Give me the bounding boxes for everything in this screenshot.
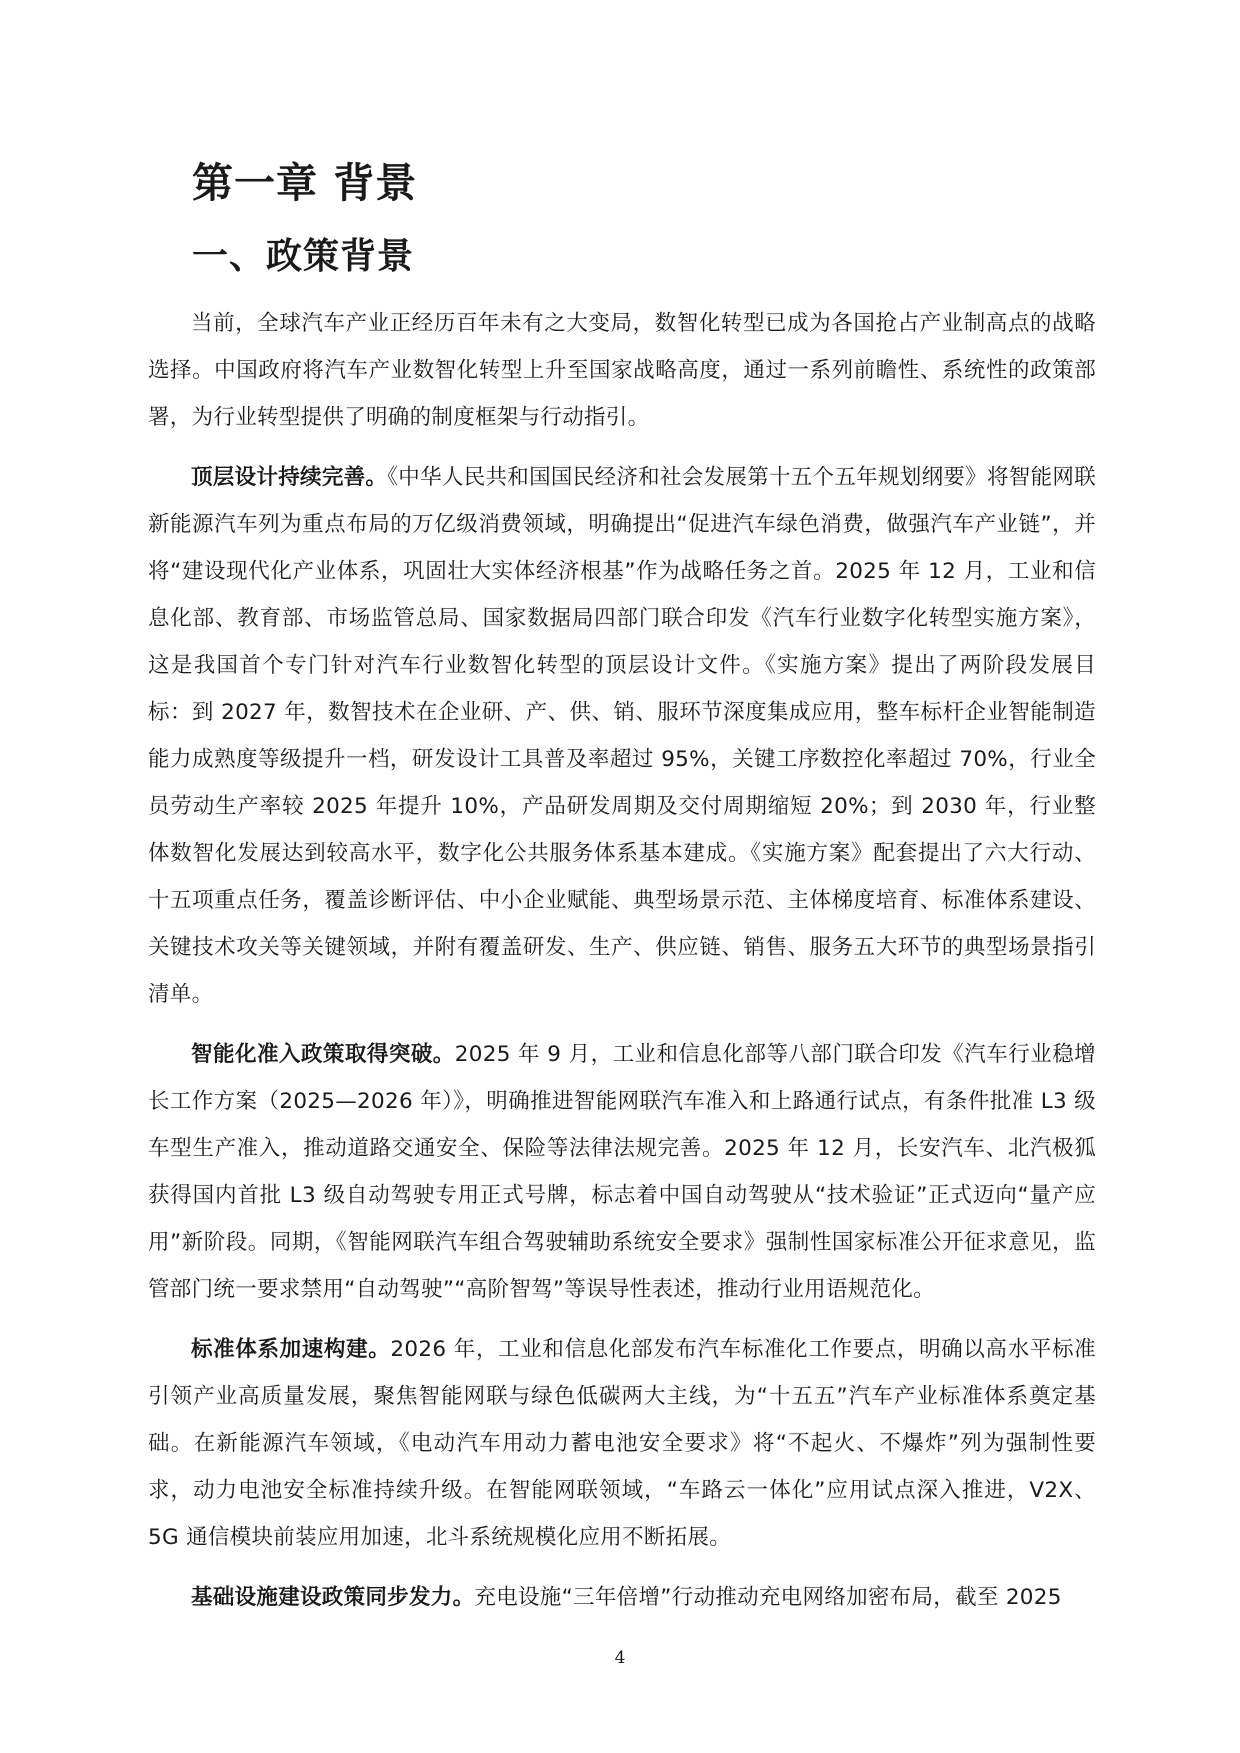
paragraph-infrastructure: [148, 1574, 1096, 1621]
paragraph-intro: [148, 300, 1096, 441]
paragraph-lead: 智能化准入政策取得突破。: [191, 1042, 455, 1067]
paragraph-text: 2025 年 9 月，工业和信息化部等八部门联合印发《汽车行业稳增长工作方案（2025—2026 年）》，明确推进智能网联汽车准入和上路通行试点，有条件批准 L3 级车型生产准入，推动道路交通安全、保险等法律法规完善。2025 年 12 月，长安汽车、北汽极狐获得国内首批 L3 级自动驾驶专用正式号牌，标志着中国自动驾驶从“技术验证”正式迈向“量产应用”新阶段。同期，《智能网联汽车组合驾驶辅助系统安全要求》强制性国家标准公开征求意见，监管部门统一要求禁用“自动驾驶”“高阶智驾”等误导性表述，推动行业用语规范化。: [148, 1042, 1096, 1302]
paragraph-lead: 标准体系加速构建。: [191, 1337, 391, 1362]
section-title: 一、政策背景: [192, 236, 415, 277]
chapter-title: 第一章 背景: [192, 159, 418, 207]
paragraph-text: 当前，全球汽车产业正经历百年未有之大变局，数智化转型已成为各国抢占产业制高点的战略选择。中国政府将汽车产业数智化转型上升至国家战略高度，通过一系列前瞻性、系统性的政策部署，为行业转型提供了明确的制度框架与行动指引。: [148, 311, 1096, 430]
paragraph-top-level-design: [148, 454, 1096, 1018]
paragraph-text: 《中华人民共和国国民经济和社会发展第十五个五年规划纲要》将智能网联新能源汽车列为重点布局的万亿级消费领域，明确提出“促进汽车绿色消费，做强汽车产业链”，并将“建设现代化产业体系，巩固壮大实体经济根基”作为战略任务之首。2025 年 12 月，工业和信息化部、教育部、市场监管总局、国家数据局四部门联合印发《汽车行业数字化转型实施方案》，这是我国首个专门针对汽车行业数智化转型的顶层设计文件。《实施方案》提出了两阶段发展目标：到 2027 年，数智技术在企业研、产、供、销、服环节深度集成应用，整车标杆企业智能制造能力成熟度等级提升一档，研发设计工具普及率超过 95%，关键工序数控化率超过 70%，行业全员劳动生产率较 2025 年提升 10%，产品研发周期及交付周期缩短 20%；到 2030 年，行业整体数智化发展达到较高水平，数字化公共服务体系基本建成。《实施方案》配套提出了六大行动、十五项重点任务，覆盖诊断评估、中小企业赋能、典型场景示范、主体梯度培育、标准体系建设、关键技术攻关等关键领域，并附有覆盖研发、生产、供应链、销售、服务五大环节的典型场景指引清单。: [148, 465, 1096, 1007]
paragraph-lead: 顶层设计持续完善。: [191, 465, 388, 490]
paragraph-standards: [148, 1326, 1096, 1561]
paragraph-intelligent-access: [148, 1031, 1096, 1313]
paragraph-lead: 基础设施建设政策同步发力。: [191, 1585, 475, 1610]
page-number: 4: [614, 1648, 626, 1668]
body-text: [148, 300, 1096, 1634]
paragraph-text: 充电设施“三年倍增”行动推动充电网络加密布局，截至 2025: [474, 1585, 1062, 1610]
paragraph-text: 2026 年，工业和信息化部发布汽车标准化工作要点，明确以高水平标准引领产业高质量发展，聚焦智能网联与绿色低碳两大主线，为“十五五”汽车产业标准体系奠定基础。在新能源汽车领域，《电动汽车用动力蓄电池安全要求》将“不起火、不爆炸”列为强制性要求，动力电池安全标准持续升级。在智能网联领域，“车路云一体化”应用试点深入推进，V2X、5G 通信模块前装应用加速，北斗系统规模化应用不断拓展。: [148, 1337, 1096, 1550]
